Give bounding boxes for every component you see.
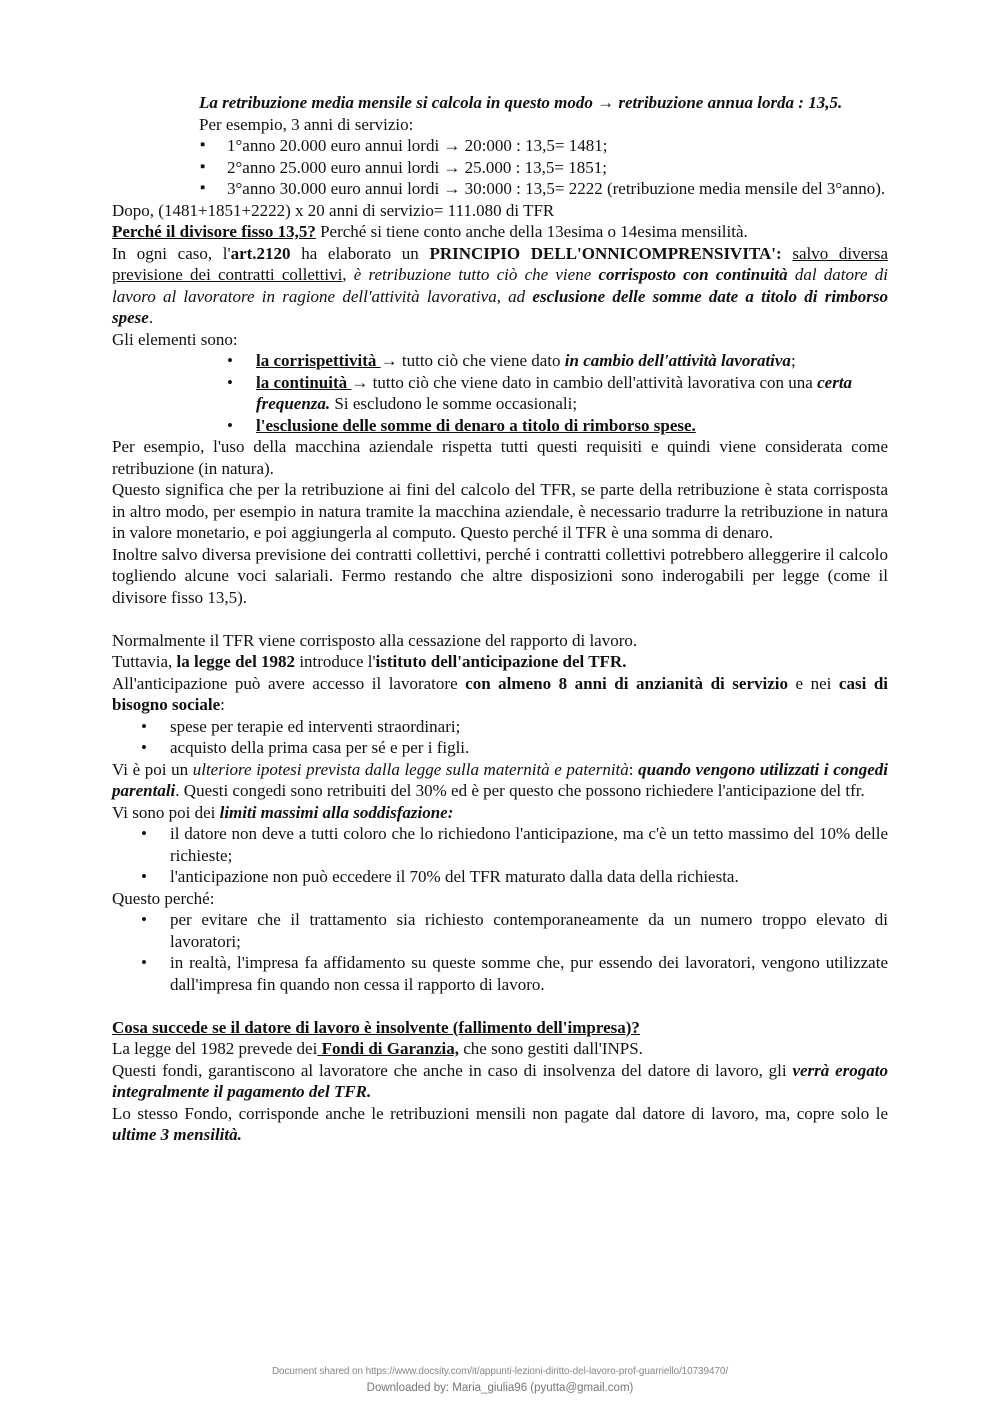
paragraph: Per esempio, 3 anni di servizio:	[199, 114, 414, 134]
paragraph: Vi è poi un ulteriore ipotesi prevista dalla legge sulla maternità e paternità: quando vengono utilizzati i congedi parentali. Questi congedi sono retribuiti del 30% ed è per questo che possono richiedere l'anticipazione del tfr.	[112, 759, 888, 800]
paragraph: La legge del 1982 prevede dei Fondi di Garanzia, che sono gestiti dall'INPS.	[112, 1039, 643, 1058]
paragraph: Questi fondi, garantiscono al lavoratore che anche in caso di insolvenza del datore di lavoro, gli verrà erogato integralmente il pagamento del TFR.	[112, 1060, 888, 1101]
list-item: ▪ 1°anno 20.000 euro annui lordi → 20:000 : 13,5= 1481;	[227, 135, 888, 157]
reasons-list	[112, 909, 888, 995]
paragraph: Tuttavia, la legge del 1982 introduce l'istituto dell'anticipazione del TFR.	[112, 652, 627, 671]
elements-list	[112, 350, 888, 436]
list-item: • acquisto della prima casa per sé e per i figli.	[170, 737, 888, 759]
list-item: • il datore non deve a tutti coloro che lo richiedono l'anticipazione, ma c'è un tetto massimo del 10% delle richieste;	[170, 823, 888, 866]
footer-shared-link[interactable]: Document shared on https://www.docsity.com/it/appunti-lezioni-diritto-del-lavoro-prof-guarriello/10739470/	[271, 1366, 729, 1377]
limits-list	[112, 823, 888, 888]
needs-list	[112, 716, 888, 759]
spacer	[112, 608, 888, 630]
list-item: ▪ 3°anno 30.000 euro annui lordi → 30:000 : 13,5= 2222 (retribuzione media mensile del 3°anno).	[227, 178, 888, 200]
document-body	[112, 92, 888, 1146]
example-list	[112, 135, 888, 200]
paragraph: Questo perché:	[112, 888, 215, 908]
paragraph: Per esempio, l'uso della macchina aziendale rispetta tutti questi requisiti e quindi viene considerata come retribuzione (in natura).	[112, 437, 888, 478]
paragraph: All'anticipazione può avere accesso il lavoratore con almeno 8 anni di anzianità di servizio e nei casi di bisogno sociale:	[112, 673, 888, 714]
paragraph: Gli elementi sono:	[112, 329, 238, 349]
paragraph: Dopo, (1481+1851+2222) x 20 anni di servizio= 111.080 di TFR	[112, 200, 555, 220]
footer-download-info: Downloaded by: Maria_giulia96 (pyutta@gmail.com)	[366, 1382, 634, 1394]
paragraph: Vi sono poi dei limiti massimi alla soddisfazione:	[112, 802, 454, 822]
list-item: • l'esclusione delle somme di denaro a titolo di rimborso spese.	[256, 415, 888, 437]
section-heading: Cosa succede se il datore di lavoro è insolvente (fallimento dell'impresa)?	[112, 1017, 640, 1037]
paragraph: Lo stesso Fondo, corrisponde anche le retribuzioni mensili non pagate dal datore di lavoro, ma, copre solo le ultime 3 mensilità.	[112, 1103, 888, 1144]
list-item: • per evitare che il trattamento sia richiesto contemporaneamente da un numero troppo elevato di lavoratori;	[170, 909, 888, 952]
list-item: ▪ 2°anno 25.000 euro annui lordi → 25.000 : 13,5= 1851;	[227, 157, 888, 179]
list-item: • la continuità → tutto ciò che viene dato in cambio dell'attività lavorativa con una certa frequenza. Si escludono le somme occasionali;	[256, 372, 888, 415]
paragraph: La retribuzione media mensile si calcola in questo modo → retribuzione annua lorda : 13,5.	[199, 93, 843, 112]
paragraph: Normalmente il TFR viene corrisposto alla cessazione del rapporto di lavoro.	[112, 630, 638, 650]
paragraph: Questo significa che per la retribuzione ai fini del calcolo del TFR, se parte della retribuzione è stata corrisposta in altro modo, per esempio in natura tramite la macchina aziendale, è necessario tradurre la retribuzione in natura in valore monetario, e poi aggiungerla al computo. Questo perché il TFR è una somma di denaro.	[112, 480, 888, 542]
list-item: • la corrispettività → tutto ciò che viene dato in cambio dell'attività lavorativa;	[256, 350, 888, 372]
paragraph: Inoltre salvo diversa previsione dei contratti collettivi, perché i contratti collettivi potrebbero alleggerire il calcolo togliendo alcune voci salariali. Fermo restando che altre disposizioni sono inderogabili per legge (come il divisore fisso 13,5).	[112, 544, 888, 607]
spacer	[112, 995, 888, 1017]
list-item: • in realtà, l'impresa fa affidamento su queste somme che, pur essendo dei lavoratori, vengono utilizzate dall'impresa fin quando non cessa il rapporto di lavoro.	[170, 952, 888, 995]
paragraph: In ogni caso, l'art.2120 ha elaborato un PRINCIPIO DELL'ONNICOMPRENSIVITA': salvo diversa previsione dei contratti collettivi, è retribuzione tutto ciò che viene corrisposto con continuità dal datore di lavoro al lavoratore in ragione dell'attività lavorativa, ad esclusione delle somme date a titolo di rimborso spese.	[112, 243, 888, 327]
paragraph: Perché il divisore fisso 13,5? Perché si tiene conto anche della 13esima o 14esima mensilità.	[112, 222, 748, 241]
list-item: • spese per terapie ed interventi straordinari;	[170, 716, 888, 738]
list-item: • l'anticipazione non può eccedere il 70% del TFR maturato dalla data della richiesta.	[170, 866, 888, 888]
